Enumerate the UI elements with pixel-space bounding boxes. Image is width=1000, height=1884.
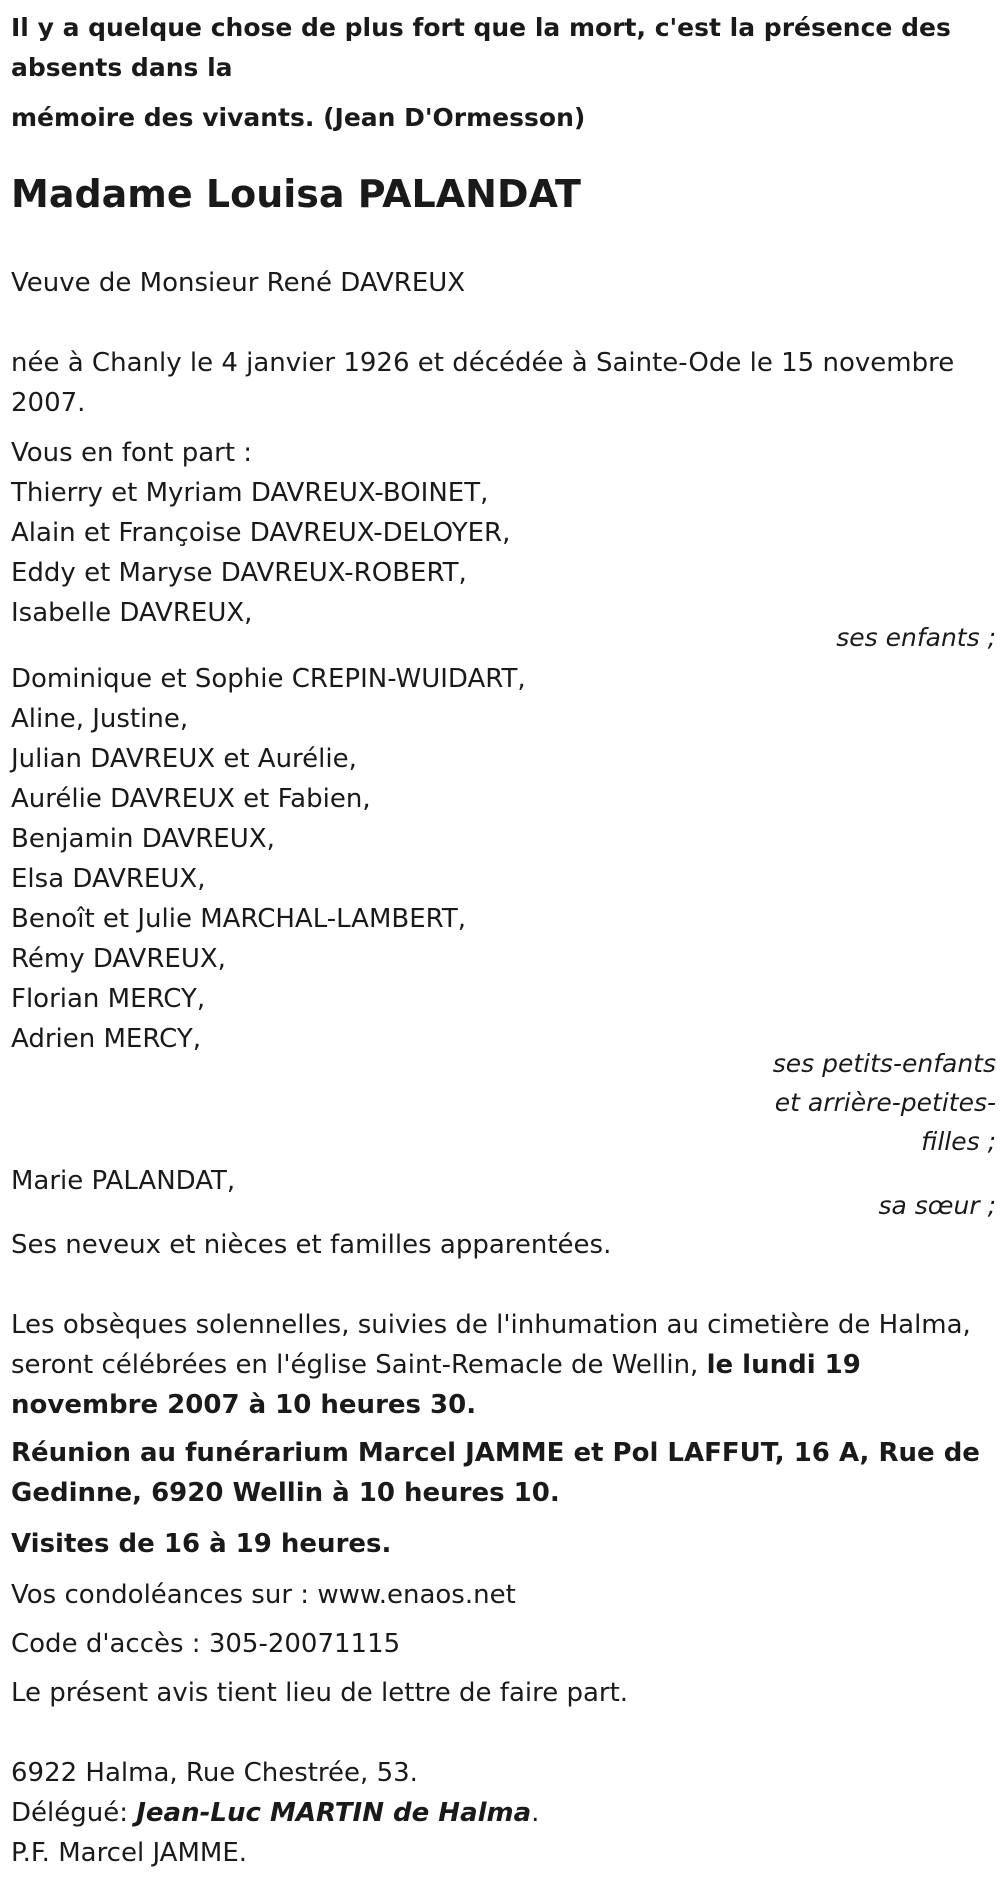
funeral-home-signature: P.F. Marcel JAMME. — [11, 1838, 248, 1868]
address-line: 6922 Halma, Rue Chestrée, 53. — [11, 1758, 418, 1788]
list-item: Aline, Justine, — [11, 704, 189, 734]
list-item: Thierry et Myriam DAVREUX-BOINET, — [11, 478, 489, 508]
quote-line-1: Il y a quelque chose de plus fort que la mort, c'est la présence des absents dans la — [11, 13, 951, 82]
list-item: Adrien MERCY, — [11, 1024, 201, 1054]
list-item: Eddy et Maryse DAVREUX-ROBERT, — [11, 558, 467, 588]
delegate-name: Jean-Luc MARTIN de Halma — [136, 1798, 532, 1828]
funeral-date: le lundi 19 novembre 2007 à 10 heures 30. — [11, 1350, 861, 1420]
quote-line-2: mémoire des vivants. (Jean D'Ormesson) — [11, 103, 586, 132]
announcers-intro: Vous en font part : — [11, 438, 253, 468]
list-item: Florian MERCY, — [11, 984, 206, 1014]
list-item: Alain et Françoise DAVREUX-DELOYER, — [11, 518, 511, 548]
children-label: ses enfants ; — [836, 623, 996, 652]
widow-of-line: Veuve de Monsieur René DAVREUX — [11, 268, 466, 298]
list-item: Isabelle DAVREUX, — [11, 598, 253, 628]
sister-label: sa sœur ; — [878, 1191, 996, 1220]
list-item: Aurélie DAVREUX et Fabien, — [11, 784, 371, 814]
funeral-paragraph: Les obsèques solennelles, suivies de l'inhumation au cimetière de Halma, seront célébrées en l'église Saint-Remacle de Wellin, le lundi 19 novembre 2007 à 10 heures 30. — [11, 1310, 971, 1420]
children-list — [11, 473, 510, 633]
condolences-line: Vos condoléances sur : www.enaos.net — [11, 1580, 516, 1610]
epigraph-quote — [11, 8, 996, 138]
funeral-home-meeting: Réunion au funérarium Marcel JAMME et Pol LAFFUT, 16 A, Rue de Gedinne, 6920 Wellin à 10 heures 10. — [11, 1438, 980, 1508]
access-code-line: Code d'accès : 305-20071115 — [11, 1629, 401, 1659]
grandchildren-label: ses petits-enfants et arrière-petites- filles ; — [772, 1049, 996, 1156]
list-item: Elsa DAVREUX, — [11, 864, 206, 894]
grandchildren-list — [11, 659, 526, 1059]
list-item: Rémy DAVREUX, — [11, 944, 226, 974]
visiting-hours: Visites de 16 à 19 heures. — [11, 1529, 392, 1559]
list-item: Benoît et Julie MARCHAL-LAMBERT, — [11, 904, 466, 934]
list-item: Dominique et Sophie CREPIN-WUIDART, — [11, 664, 526, 694]
delegate-line: Délégué: Jean-Luc MARTIN de Halma. — [11, 1798, 540, 1828]
list-item: Julian DAVREUX et Aurélie, — [11, 744, 357, 774]
deceased-name: Madame Louisa PALANDAT — [11, 172, 581, 216]
list-item: Benjamin DAVREUX, — [11, 824, 275, 854]
notice-line: Le présent avis tient lieu de lettre de faire part. — [11, 1678, 629, 1708]
sister-line: Marie PALANDAT, — [11, 1166, 236, 1196]
birth-death-line: née à Chanly le 4 janvier 1926 et décédée à Sainte-Ode le 15 novembre 2007. — [11, 348, 955, 418]
relatives-line: Ses neveux et nièces et familles apparentées. — [11, 1230, 612, 1260]
